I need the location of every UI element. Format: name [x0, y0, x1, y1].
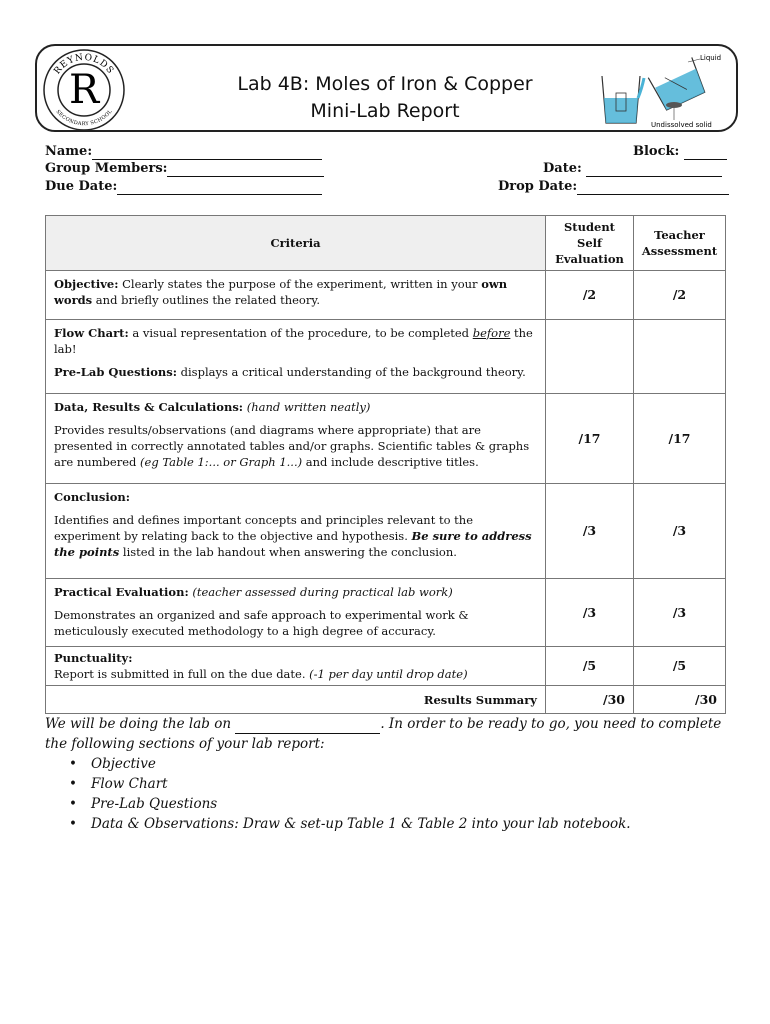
data-results-label: Data, Results & Calculations:	[54, 400, 244, 414]
student-evaluation-header: Student Self Evaluation	[546, 216, 634, 271]
table-row-data-results	[46, 394, 726, 484]
conclusion-text-end: listed in the lab handout when answering the conclusion.	[119, 545, 457, 559]
punctuality-criteria	[46, 647, 546, 686]
list-item: • Pre-Lab Questions	[91, 794, 735, 814]
objective-text-end: and briefly outlines the related theory.	[92, 293, 320, 307]
instructions-text: We will be doing the lab on	[45, 716, 236, 732]
table-row-conclusion	[46, 484, 726, 579]
data-results-teacher-score[interactable]: /17	[634, 394, 726, 484]
objective-emphasis: own words	[54, 277, 508, 307]
conclusion-label: Conclusion:	[54, 490, 131, 504]
table-header-row	[46, 216, 726, 271]
instructions-text-end: . In order to be ready to go, you need to complete the following sections of your lab report:	[45, 716, 722, 752]
summary-student-score[interactable]: /30	[546, 686, 634, 714]
group-members-label: Group Members:	[45, 161, 168, 176]
flowchart-student-score[interactable]	[546, 320, 634, 394]
name-field[interactable]	[45, 143, 322, 160]
data-results-text-end: and include descriptive titles.	[302, 455, 479, 469]
objective-student-score[interactable]: /2	[546, 271, 634, 320]
results-summary-label: Results Summary	[46, 686, 546, 714]
list-item: • Data & Observations: Draw & set-up Table 1 & Table 2 into your lab notebook.	[91, 814, 735, 834]
table-row-summary	[46, 686, 726, 714]
prelab-text: displays a critical understanding of the background theory.	[176, 365, 526, 379]
logo-ring-top-text: REYNOLDS	[52, 52, 116, 77]
objective-text: Clearly states the purpose of the experiment, written in your	[118, 277, 482, 291]
objective-teacher-score[interactable]: /2	[634, 271, 726, 320]
flow-chart-text-end: the lab!	[54, 326, 533, 356]
block-label: Block:	[633, 144, 680, 159]
data-results-text: Provides results/observations (and diagrams where appropriate) that are presented in correctly annotated tables and/or graphs. Scientific tables & graphs are numbered	[54, 423, 530, 469]
rubric-table	[45, 215, 726, 714]
block-blank[interactable]	[684, 146, 727, 160]
objective-label: Objective:	[54, 277, 119, 291]
practical-student-score[interactable]: /3	[546, 579, 634, 647]
data-results-note: (hand written neatly)	[243, 400, 371, 414]
logo-letter: R	[68, 67, 100, 113]
flowchart-prelab-criteria	[46, 320, 546, 394]
teacher-assessment-header: Teacher Assessment	[634, 216, 726, 271]
beaker-liquid-label: Liquid	[700, 54, 722, 62]
drop-date-label: Drop Date:	[498, 179, 578, 194]
date-label: Date:	[543, 161, 582, 176]
group-members-blank[interactable]	[167, 163, 324, 177]
due-date-label: Due Date:	[45, 179, 118, 194]
conclusion-text: Identifies and defines important concepts and principles relevant to the experiment by relating back to the objective and hypothesis.	[54, 513, 474, 543]
date-field[interactable]	[543, 160, 722, 177]
school-logo	[42, 48, 126, 132]
date-blank[interactable]	[586, 163, 722, 177]
objective-criteria	[46, 271, 546, 320]
practical-text: Demonstrates an organized and safe approach to experimental work & meticulously executed methodology to a high degree of accuracy.	[54, 608, 469, 638]
punctuality-teacher-score[interactable]: /5	[634, 647, 726, 686]
name-blank[interactable]	[92, 146, 322, 160]
logo-ring-bottom-text: SECONDARY SCHOOL	[54, 108, 114, 128]
punctuality-note: (-1 per day until drop date)	[309, 667, 468, 681]
list-item: • Flow Chart	[91, 774, 735, 794]
table-row-practical	[46, 579, 726, 647]
practical-teacher-score[interactable]: /3	[634, 579, 726, 647]
conclusion-emphasis: Be sure to address the points	[54, 529, 532, 559]
data-results-criteria	[46, 394, 546, 484]
group-members-field[interactable]	[45, 160, 324, 177]
required-sections-list	[45, 754, 735, 834]
due-date-blank[interactable]	[117, 181, 322, 195]
criteria-header: Criteria	[46, 216, 546, 271]
beaker-solid-label: Undissolved solid	[651, 121, 712, 129]
data-results-example: (eg Table 1:... or Graph 1...)	[140, 455, 303, 469]
due-date-field[interactable]	[45, 178, 322, 195]
punctuality-student-score[interactable]: /5	[546, 647, 634, 686]
prelab-label: Pre-Lab Questions:	[54, 365, 177, 379]
practical-note: (teacher assessed during practical lab work)	[188, 585, 453, 599]
punctuality-label: Punctuality:	[54, 651, 133, 665]
conclusion-criteria	[46, 484, 546, 579]
name-label: Name:	[45, 144, 93, 159]
page-subtitle: Mini-Lab Report	[310, 100, 460, 122]
page-title: Lab 4B: Moles of Iron & Copper	[237, 73, 533, 95]
beaker-illustration-icon	[596, 48, 726, 132]
list-item: • Objective	[91, 754, 735, 774]
flowchart-teacher-score[interactable]	[634, 320, 726, 394]
table-row-flowchart-prelab	[46, 320, 726, 394]
practical-criteria	[46, 579, 546, 647]
practical-label: Practical Evaluation:	[54, 585, 189, 599]
conclusion-teacher-score[interactable]: /3	[634, 484, 726, 579]
conclusion-student-score[interactable]: /3	[546, 484, 634, 579]
flow-chart-emphasis: before	[472, 326, 511, 340]
instructions-intro	[45, 714, 735, 754]
drop-date-blank[interactable]	[577, 181, 729, 195]
lab-date-blank[interactable]	[235, 719, 380, 734]
block-field[interactable]	[633, 143, 727, 160]
table-row-objective	[46, 271, 726, 320]
table-row-punctuality	[46, 647, 726, 686]
summary-teacher-score[interactable]: /30	[634, 686, 726, 714]
punctuality-text: Report is submitted in full on the due date.	[54, 667, 310, 681]
flow-chart-label: Flow Chart:	[54, 326, 129, 340]
instructions	[45, 714, 735, 834]
drop-date-field[interactable]	[498, 178, 729, 195]
flow-chart-text: a visual representation of the procedure, to be completed	[128, 326, 473, 340]
data-results-student-score[interactable]: /17	[546, 394, 634, 484]
